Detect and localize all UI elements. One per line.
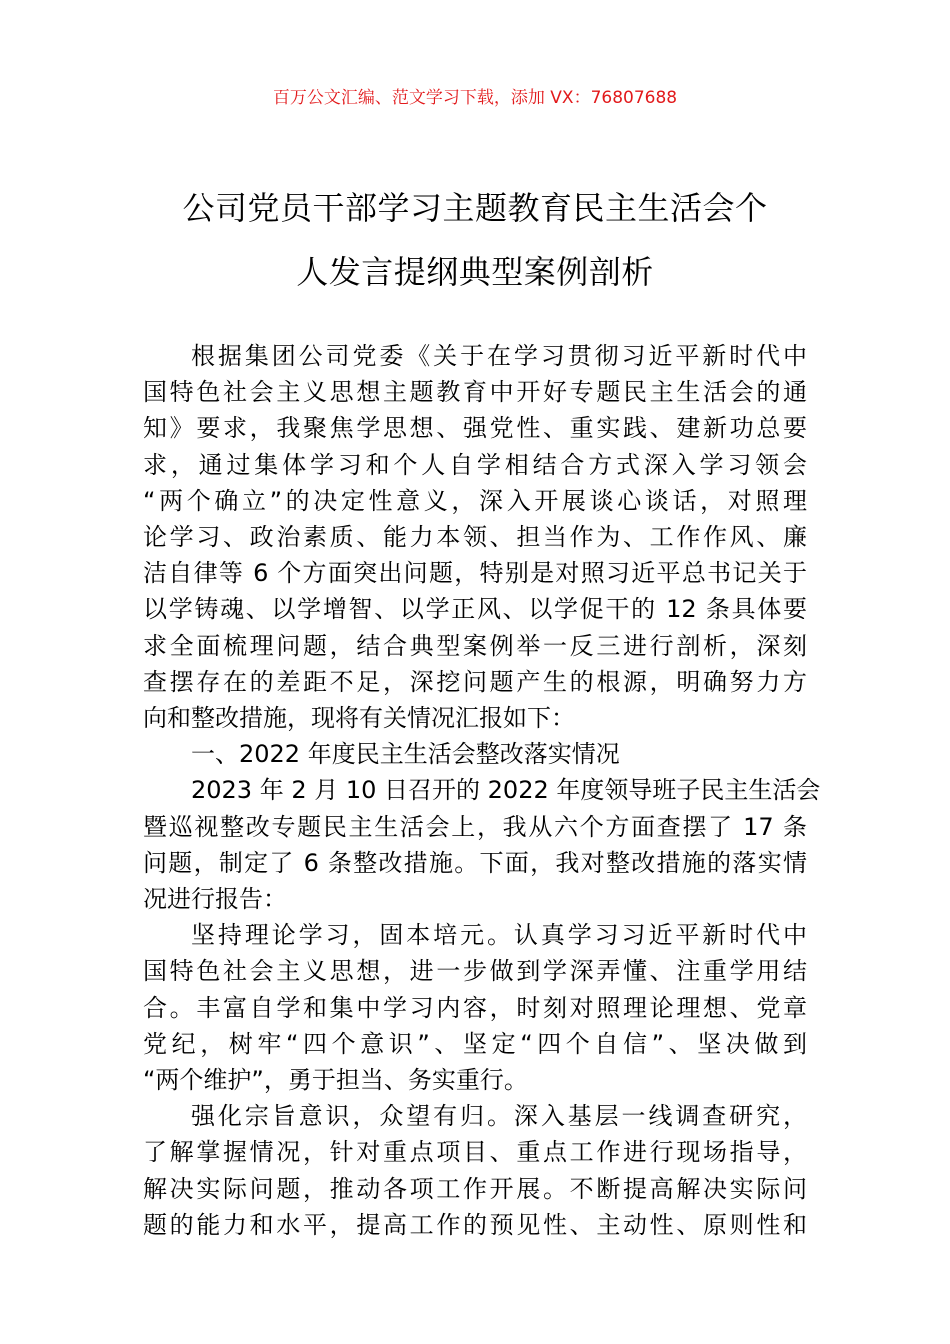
- title-line-1: 公司党员干部学习主题教育民主生活会个: [182, 189, 768, 227]
- document-title: [140, 176, 810, 304]
- paragraph-purpose-line: 解决实际问题，推动各项工作开展。不断提高解决实际问: [143, 1174, 807, 1203]
- section-heading-1: 一、2022 年度民主生活会整改落实情况: [191, 740, 620, 769]
- paragraph-intro-line: 知》要求，我聚焦学思想、强党性、重实践、建新功总要: [143, 414, 807, 443]
- paragraph-intro-line: 论学习、政治素质、能力本领、担当作为、工作作风、廉: [143, 523, 807, 552]
- paragraph-report-line: 况进行报告：: [143, 885, 287, 914]
- document-body: [143, 338, 821, 1243]
- paragraph-theory-line: 党纪，树牢“四个意识”、坚定“四个自信”、坚决做到: [143, 1029, 807, 1058]
- paragraph-report-line: 2023 年 2 月 10 日召开的 2022 年度领导班子民主生活会: [191, 776, 821, 805]
- paragraph-intro-line: 以学铸魂、以学增智、以学正风、以学促干的 12 条具体要: [143, 595, 807, 624]
- paragraph-theory-line: 合。丰富自学和集中学习内容，时刻对照理论理想、党章: [143, 993, 807, 1022]
- paragraph-intro-line: 洁自律等 6 个方面突出问题，特别是对照习近平总书记关于: [143, 559, 807, 588]
- paragraph-theory-line: 国特色社会主义思想，进一步做到学深弄懂、注重学用结: [143, 957, 807, 986]
- paragraph-theory-line: “两个维护”，勇于担当、务实重行。: [143, 1066, 528, 1095]
- paragraph-intro-line: 国特色社会主义思想主题教育中开好专题民主生活会的通: [143, 378, 807, 407]
- paragraph-purpose-line: 强化宗旨意识，众望有归。深入基层一线调查研究，: [191, 1102, 807, 1131]
- paragraph-purpose-line: 了解掌握情况，针对重点项目、重点工作进行现场指导，: [143, 1138, 807, 1167]
- paragraph-intro-line: 查摆存在的差距不足，深挖问题产生的根源，明确努力方: [143, 667, 807, 696]
- paragraph-intro-line: 求全面梳理问题，结合典型案例举一反三进行剖析，深刻: [143, 631, 807, 660]
- paragraph-theory-line: 坚持理论学习，固本培元。认真学习习近平新时代中: [191, 921, 807, 950]
- paragraph-report-line: 问题，制定了 6 条整改措施。下面，我对整改措施的落实情: [143, 848, 807, 877]
- paragraph-purpose-line: 题的能力和水平，提高工作的预见性、主动性、原则性和: [143, 1210, 807, 1239]
- paragraph-report-line: 暨巡视整改专题民主生活会上，我从六个方面查摆了 17 条: [143, 812, 807, 841]
- paragraph-intro-line: 根据集团公司党委《关于在学习贯彻习近平新时代中: [191, 342, 807, 370]
- paragraph-intro-line: 向和整改措施，现将有关情况汇报如下：: [143, 704, 575, 733]
- paragraph-intro-line: 求，通过集体学习和个人自学相结合方式深入学习领会: [143, 450, 807, 479]
- title-line-2: 人发言提纲典型案例剖析: [296, 253, 654, 291]
- promo-header: 百万公文汇编、范文学习下载，添加 VX：76807688: [272, 88, 678, 108]
- paragraph-intro-line: “两个确立”的决定性意义，深入开展谈心谈话，对照理: [143, 486, 807, 515]
